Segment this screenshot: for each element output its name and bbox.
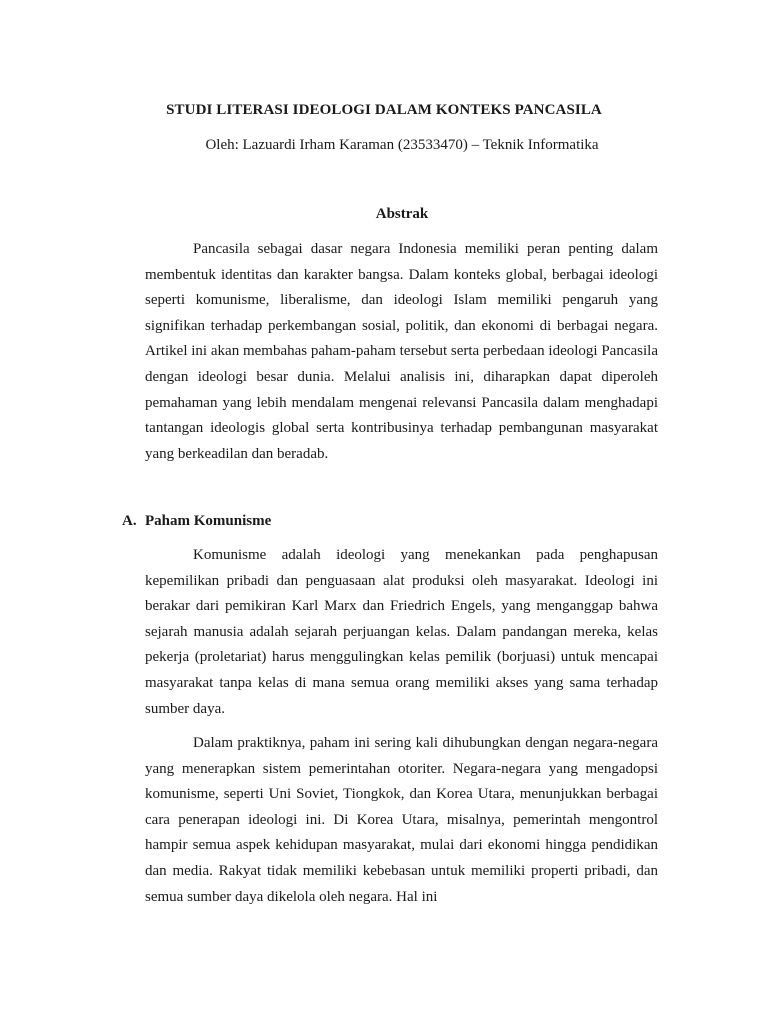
abstract-heading: Abstrak [375,206,429,222]
abstract-paragraph: Pancasila sebagai dasar negara Indonesia memiliki peran penting dalam membentuk identitas dan karakter bangsa. Dalam konteks global, berbagai ideologi seperti komunisme, liberalisme, dan ideologi Islam memiliki pengaruh yang signifikan terhadap perkembangan sosial, politik, dan ekonomi di berbagai negara. Artikel ini akan membahas paham-paham tersebut serta perbedaan ideologi Pancasila dengan ideologi besar dunia. Melalui analisis ini, diharapkan dapat diperoleh pemahaman yang lebih mendalam mengenai relevansi Pancasila dalam menghadapi tantangan ideologis global serta kontribusinya terhadap pembangunan masyarakat yang berkeadilan dan beradab. [145,241,658,462]
section-letter: A. [122,513,137,529]
document-title: STUDI LITERASI IDEOLOGI DALAM KONTEKS PANCASILA [166,102,602,118]
body-paragraph: Komunisme adalah ideologi yang menekankan pada penghapusan kepemilikan pribadi dan penguasaan alat produksi oleh masyarakat. Ideologi ini berakar dari pemikiran Karl Marx dan Friedrich Engels, yang menganggap bahwa sejarah manusia adalah sejarah perjuangan kelas. Dalam pandangan mereka, kelas pekerja (proletariat) harus menggulingkan kelas pemilik (borjuasi) untuk mencapai masyarakat tanpa kelas di mana semua orang memiliki akses yang sama terhadap sumber daya. [145,547,658,717]
section-title: Paham Komunisme [145,513,272,529]
author-line: Oleh: Lazuardi Irham Karaman (23533470) – Teknik Informatika [205,137,599,153]
body-paragraph: Dalam praktiknya, paham ini sering kali dihubungkan dengan negara-negara yang menerapkan sistem pemerintahan otoriter. Negara-negara yang mengadopsi komunisme, seperti Uni Soviet, Tiongkok, dan Korea Utara, menunjukkan berbagai cara penerapan ideologi ini. Di Korea Utara, misalnya, pemerintah mengontrol hampir semua aspek kehidupan masyarakat, mulai dari ekonomi hingga pendidikan dan media. Rakyat tidak memiliki kebebasan untuk memiliki properti pribadi, dan semua sumber daya dikelola oleh negara. Hal ini [145,735,658,905]
section-heading-komunisme [122,513,271,530]
